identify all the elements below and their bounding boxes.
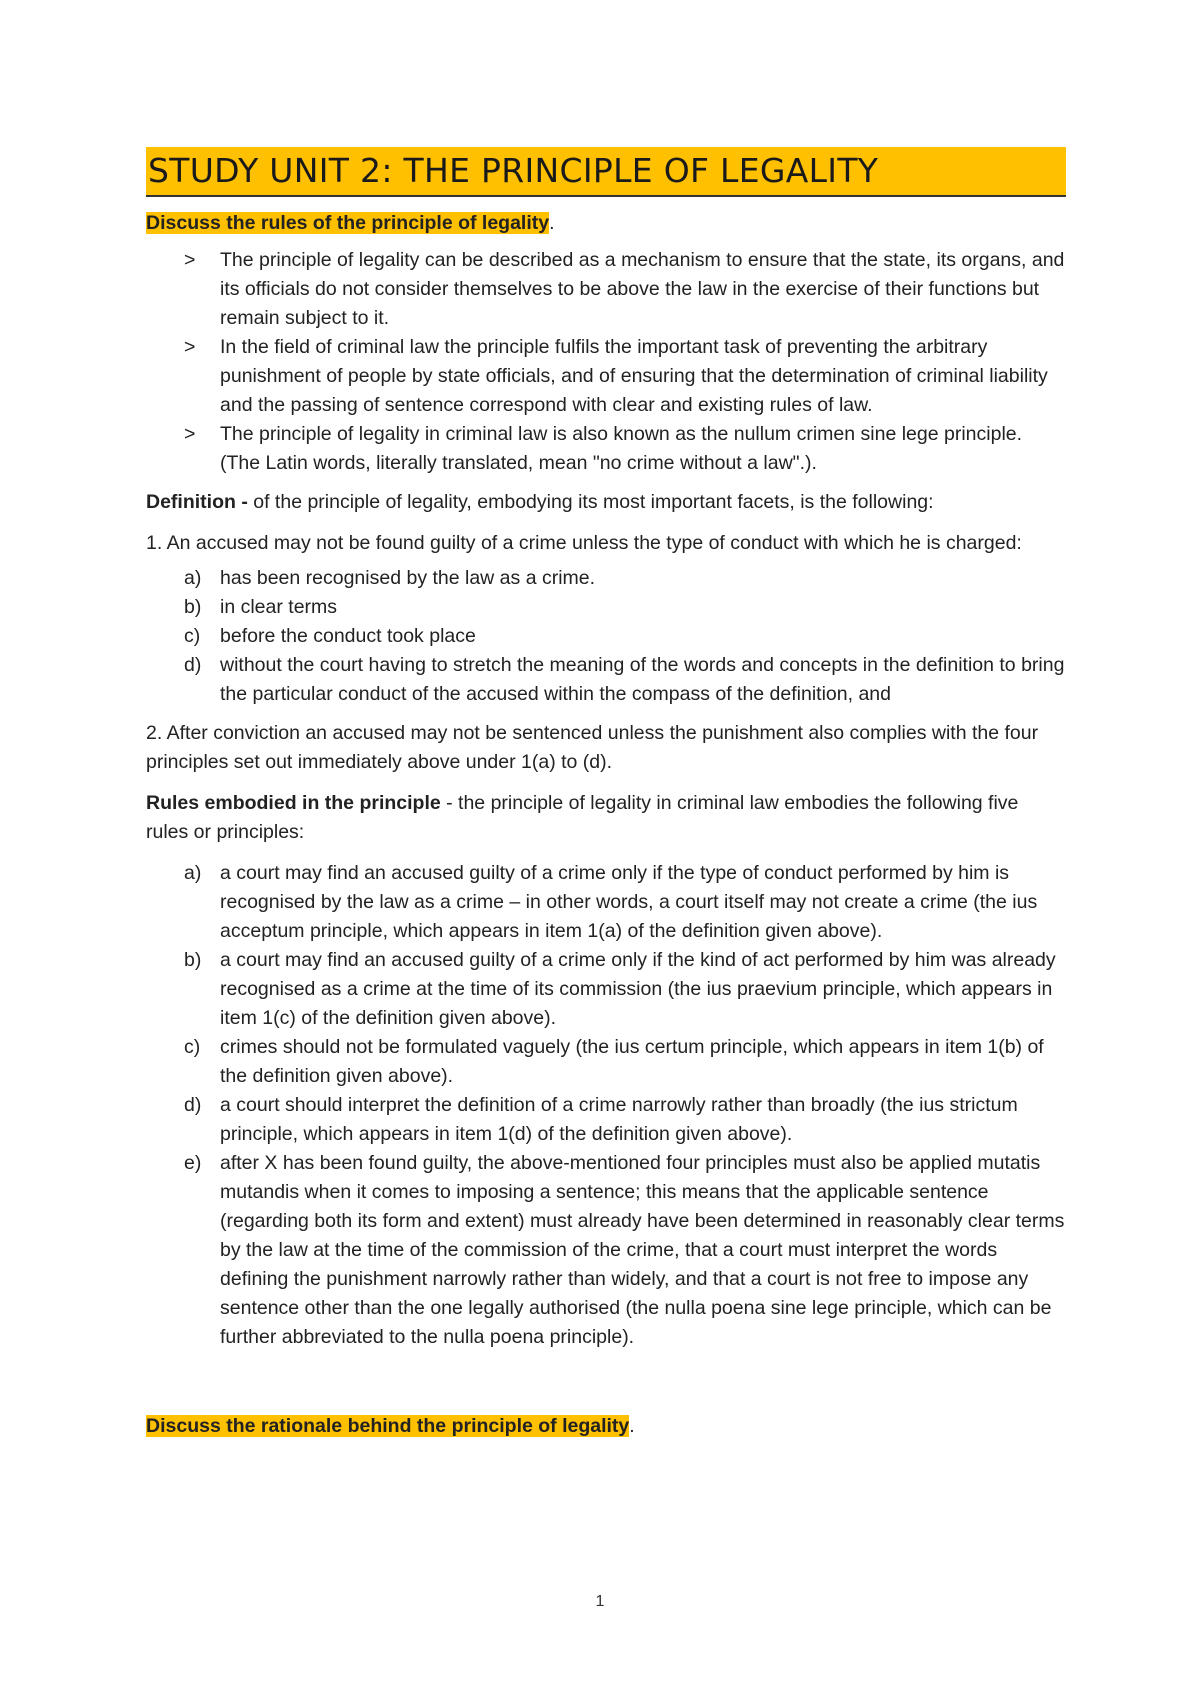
list-item: c) crimes should not be formulated vaguely (the ius certum principle, which appears in item 1(b) of the definition given above). <box>184 1036 1044 1087</box>
list-item: e) after X has been found guilty, the above-mentioned four principles must also be applied mutatis mutandis when it comes to imposing a sentence; this means that the applicable sentence (regarding both its form and extent) must already have been determined in reasonably clear terms by the law at the time of the commission of the crime, that a court must interpret the words defining the punishment narrowly rather than widely, and that a court is not free to impose any sentence other than the one legally authorised (the nulla poena sine lege principle, which can be further abbreviated to the nulla poena principle). <box>184 1152 1065 1348</box>
definition-paragraph: Definition - of the principle of legality, embodying its most important facets, is the following: <box>146 491 934 513</box>
numbered-point-1: 1. An accused may not be found guilty of a crime unless the type of conduct with which he is charged: <box>146 532 1022 554</box>
rules-intro-label: Rules embodied in the principle <box>146 792 441 814</box>
question-heading-rationale: Discuss the rationale behind the principle of legality. <box>146 1415 635 1437</box>
bullet-marker: > <box>184 423 196 445</box>
definition-label: Definition - <box>146 491 248 513</box>
rules-intro-paragraph: Rules embodied in the principle - the principle of legality in criminal law embodies the following five rules or principles: <box>146 792 1019 843</box>
bullet-item: > The principle of legality can be described as a mechanism to ensure that the state, its organs, and its officials do not consider themselves to be above the law in the exercise of their functions but remain subject to it. <box>146 246 1066 333</box>
list-item: b) a court may find an accused guilty of a crime only if the kind of act performed by him was already recognised as a crime at the time of its commission (the ius praevium principle, which appears in item 1(c) of the definition given above). <box>184 949 1056 1029</box>
document-title: STUDY UNIT 2: THE PRINCIPLE OF LEGALITY <box>146 147 1066 197</box>
list-item: d) a court should interpret the definition of a crime narrowly rather than broadly (the ius strictum principle, which appears in item 1(d) of the definition given above). <box>184 1094 1018 1145</box>
list-item: a) has been recognised by the law as a crime. <box>184 567 596 589</box>
document-body <box>146 147 1066 1441</box>
bullet-marker: > <box>184 249 196 271</box>
numbered-point-2: 2. After conviction an accused may not be sentenced unless the punishment also complies with the four principles set out immediately above under 1(a) to (d). <box>146 722 1039 773</box>
list-item: d) without the court having to stretch the meaning of the words and concepts in the definition to bring the particular conduct of the accused within the compass of the definition, and <box>184 654 1065 705</box>
bullet-list <box>146 246 1066 478</box>
spacer <box>146 1362 1066 1412</box>
rules-list <box>146 859 1066 1352</box>
bullet-marker: > <box>184 336 196 358</box>
page-number: 1 <box>595 1593 605 1610</box>
conditions-list <box>146 564 1066 709</box>
bullet-item: > In the field of criminal law the principle fulfils the important task of preventing the arbitrary punishment of people by state officials, and of ensuring that the determination of criminal liability and the passing of sentence correspond with clear and existing rules of law. <box>146 333 1066 420</box>
question-heading-text: Discuss the rationale behind the principle of legality <box>146 1415 630 1437</box>
list-item: a) a court may find an accused guilty of a crime only if the type of conduct performed by him is recognised by the law as a crime – in other words, a court itself may not create a crime (the ius acceptum principle, which appears in item 1(a) of the definition given above). <box>184 862 1038 942</box>
list-item: c) before the conduct took place <box>184 625 476 647</box>
question-heading-rules: Discuss the rules of the principle of legality. <box>146 212 555 234</box>
question-heading-text: Discuss the rules of the principle of legality <box>146 212 550 234</box>
bullet-item: > The principle of legality in criminal law is also known as the nullum crimen sine lege principle. (The Latin words, literally translated, mean "no crime without a law".). <box>146 420 1066 478</box>
list-item: b) in clear terms <box>184 596 338 618</box>
